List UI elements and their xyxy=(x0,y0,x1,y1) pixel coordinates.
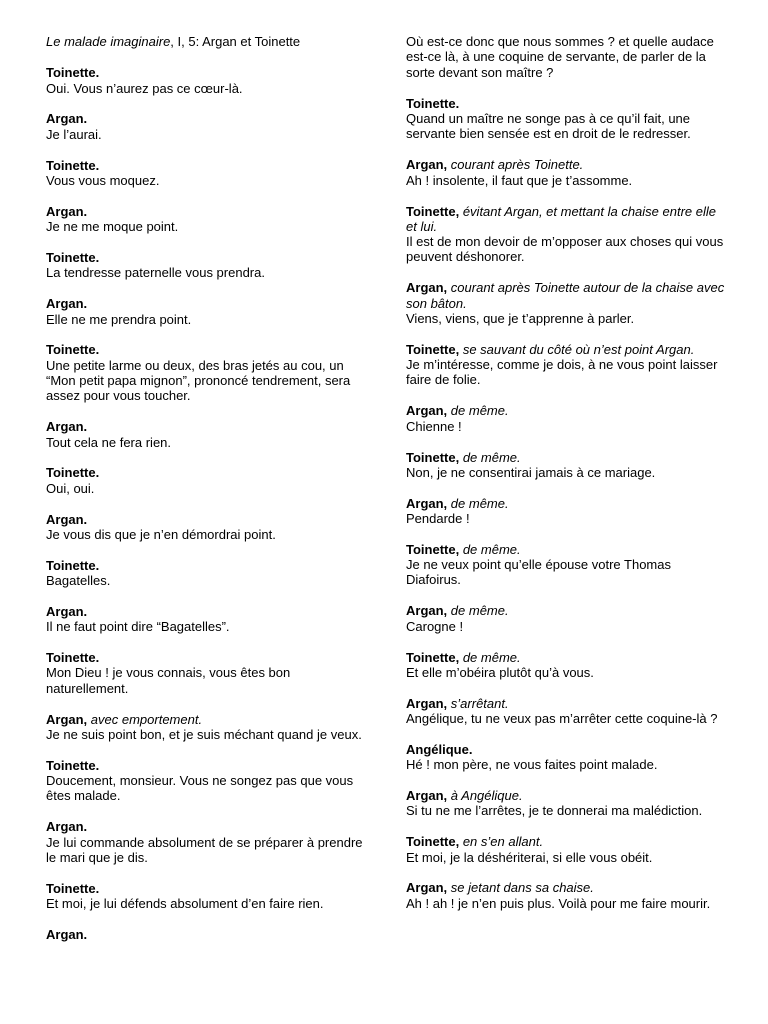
speaker-name: Toinette, xyxy=(406,203,460,219)
speech-text: Hé ! mon père, ne vous faites point malade. xyxy=(406,757,658,773)
speech-text: Je lui commande absolument de se préparer à prendre le mari que je dis. xyxy=(46,834,363,865)
speaker-line xyxy=(406,742,728,757)
speaker-line xyxy=(406,157,728,172)
speaker-name: Argan. xyxy=(46,511,88,527)
speech-text: Carogne ! xyxy=(406,618,464,634)
speaker-line xyxy=(406,650,728,665)
speaker-line xyxy=(406,603,728,618)
dialogue-block xyxy=(406,204,728,265)
speaker-name: Argan. xyxy=(46,419,88,435)
dialogue-block xyxy=(406,342,728,388)
speaker-name: Toinette, xyxy=(406,341,460,357)
dialogue-block xyxy=(406,450,728,481)
stage-direction: courant après Toinette autour de la chaise avec son bâton. xyxy=(406,280,725,311)
stage-direction: se sauvant du côté où n’est point Argan. xyxy=(462,341,695,357)
dialogue-block xyxy=(46,650,368,696)
stage-direction: à Angélique. xyxy=(450,788,523,804)
dialogue-block xyxy=(46,465,368,496)
stage-direction: évitant Argan, et mettant la chaise entre elle et lui. xyxy=(406,203,716,234)
speech-text: Il ne faut point dire “Bagatelles”. xyxy=(46,619,230,635)
left-column xyxy=(46,34,368,958)
speaker-name: Argan, xyxy=(406,788,448,804)
speaker-line xyxy=(46,512,368,527)
dialogue-block xyxy=(46,712,368,743)
dialogue-block xyxy=(406,603,728,634)
speaker-line xyxy=(46,558,368,573)
right-column xyxy=(406,34,728,927)
speaker-line xyxy=(46,204,368,219)
speaker-line xyxy=(46,419,368,434)
speaker-line xyxy=(46,111,368,126)
speaker-line xyxy=(406,342,728,357)
dialogue-block xyxy=(46,296,368,327)
speech-text: Ah ! insolente, il faut que je t’assomme. xyxy=(406,172,633,188)
speech-text: Non, je ne consentirai jamais à ce mariage. xyxy=(406,464,656,480)
speaker-line xyxy=(406,204,728,235)
speaker-line xyxy=(406,496,728,511)
speaker-line xyxy=(46,465,368,480)
dialogue-block xyxy=(46,158,368,189)
speaker-line xyxy=(406,96,728,111)
speaker-name: Toinette. xyxy=(46,342,100,358)
speech-text: Je vous dis que je n’en démordrai point. xyxy=(46,526,276,542)
speaker-name: Argan, xyxy=(406,880,448,896)
speech-text: Elle ne me prendra point. xyxy=(46,311,192,327)
speaker-name: Toinette. xyxy=(46,250,100,266)
speaker-line xyxy=(46,158,368,173)
title-scene: , I, 5: Argan et Toinette xyxy=(170,34,301,49)
dialogue-block xyxy=(406,650,728,681)
speaker-name: Toinette. xyxy=(46,65,100,81)
speaker-name: Toinette. xyxy=(46,465,100,481)
document-title xyxy=(46,34,368,49)
dialogue-block xyxy=(46,111,368,142)
speech-text: Angélique, tu ne veux pas m’arrêter cette coquine-là ? xyxy=(406,711,718,727)
speech-text: Oui, oui. xyxy=(46,480,95,496)
dialogue-block xyxy=(46,204,368,235)
speaker-name: Argan, xyxy=(406,695,448,711)
dialogue-block xyxy=(46,881,368,912)
speaker-line xyxy=(406,834,728,849)
speaker-name: Toinette. xyxy=(46,757,100,773)
speaker-name: Argan. xyxy=(46,603,88,619)
stage-direction: de même. xyxy=(450,495,509,511)
speaker-name: Toinette, xyxy=(406,449,460,465)
dialogue-block xyxy=(46,250,368,281)
stage-direction: courant après Toinette. xyxy=(450,157,584,173)
dialogue-block xyxy=(406,696,728,727)
speaker-name: Argan. xyxy=(46,296,88,312)
speech-text: Il est de mon devoir de m’opposer aux choses qui vous peuvent déshonorer. xyxy=(406,234,724,265)
speaker-name: Argan, xyxy=(46,711,88,727)
speech-text: Mon Dieu ! je vous connais, vous êtes bon naturellement. xyxy=(46,665,291,696)
speech-text: Tout cela ne fera rien. xyxy=(46,434,172,450)
speech-text: Je m’intéresse, comme je dois, à ne vous point laisser faire de folie. xyxy=(406,357,718,388)
speech-text: Bagatelles. xyxy=(46,573,111,589)
speech-text: Je l’aurai. xyxy=(46,126,102,142)
dialogue-block xyxy=(406,880,728,911)
stage-direction: de même. xyxy=(450,603,509,619)
dialogue-block xyxy=(406,742,728,773)
speech-text: Je ne suis point bon, et je suis méchant quand je veux. xyxy=(46,726,362,742)
speech-text: Pendarde ! xyxy=(406,510,470,526)
speaker-name: Toinette, xyxy=(406,649,460,665)
speech-text: Et elle m’obéira plutôt qu’à vous. xyxy=(406,664,594,680)
speaker-name: Toinette. xyxy=(406,95,460,111)
dialogue-block xyxy=(406,788,728,819)
right-dialogue xyxy=(406,96,728,911)
speaker-line xyxy=(46,819,368,834)
speaker-name: Toinette, xyxy=(406,541,460,557)
speech-text: Je ne veux point qu’elle épouse votre Thomas Diafoirus. xyxy=(406,557,671,588)
dialogue-block xyxy=(406,403,728,434)
speech-text: Une petite larme ou deux, des bras jetés au cou, un “Mon petit papa mignon”, prononcé tendrement, sera assez pour vous toucher. xyxy=(46,357,351,404)
stage-direction: se jetant dans sa chaise. xyxy=(450,880,594,896)
stage-direction: avec emportement. xyxy=(90,711,203,727)
speech-text: Viens, viens, que je t’apprenne à parler. xyxy=(406,310,635,326)
dialogue-block xyxy=(46,558,368,589)
dialogue-block xyxy=(46,512,368,543)
speaker-line xyxy=(406,542,728,557)
dialogue-block xyxy=(406,496,728,527)
speaker-line xyxy=(46,881,368,896)
speaker-line xyxy=(406,788,728,803)
speaker-line xyxy=(46,758,368,773)
speech-text: Et moi, je lui défends absolument d’en faire rien. xyxy=(46,896,324,912)
speaker-line xyxy=(46,712,368,727)
speaker-name: Toinette, xyxy=(406,834,460,850)
speaker-name: Toinette. xyxy=(46,157,100,173)
speaker-line xyxy=(406,450,728,465)
speaker-name: Argan. xyxy=(46,111,88,127)
left-dialogue xyxy=(46,65,368,942)
speaker-line xyxy=(46,250,368,265)
speech-text: La tendresse paternelle vous prendra. xyxy=(46,265,265,281)
speech-text: Je ne me moque point. xyxy=(46,219,179,235)
speaker-line xyxy=(406,696,728,711)
speaker-line xyxy=(406,403,728,418)
speaker-line xyxy=(46,650,368,665)
speaker-line xyxy=(406,880,728,895)
stage-direction: de même. xyxy=(450,403,509,419)
speaker-name: Argan, xyxy=(406,280,448,296)
dialogue-block xyxy=(406,542,728,588)
stage-direction: de même. xyxy=(462,649,521,665)
speech-text: Ah ! ah ! je n’en puis plus. Voilà pour me faire mourir. xyxy=(406,895,711,911)
speech-text: Quand un maître ne songe pas à ce qu’il fait, une servante bien sensée est en droit de le redresser. xyxy=(406,111,691,142)
speaker-name: Argan, xyxy=(406,495,448,511)
speaker-name: Argan, xyxy=(406,603,448,619)
speaker-name: Angélique. xyxy=(406,741,473,757)
dialogue-block xyxy=(46,819,368,865)
speaker-name: Toinette. xyxy=(46,650,100,666)
speaker-name: Argan. xyxy=(46,819,88,835)
speaker-name: Argan, xyxy=(406,157,448,173)
dialogue-block xyxy=(46,604,368,635)
speaker-line xyxy=(46,296,368,311)
work-title: Le malade imaginaire xyxy=(46,34,171,49)
speech-text: Et moi, je la déshériterai, si elle vous obéit. xyxy=(406,849,653,865)
continued-speech: Où est-ce donc que nous sommes ? et quelle audace est-ce là, à une coquine de servante, de parler de la sorte devant son maître ? xyxy=(406,34,714,80)
stage-direction: en s’en allant. xyxy=(462,834,544,850)
speech-text: Oui. Vous n’aurez pas ce cœur-là. xyxy=(46,80,243,96)
dialogue-block xyxy=(406,834,728,865)
speaker-name: Argan. xyxy=(46,203,88,219)
dialogue-block xyxy=(406,96,728,142)
stage-direction: de même. xyxy=(462,449,521,465)
dialogue-block xyxy=(46,758,368,804)
stage-direction: s’arrêtant. xyxy=(450,695,509,711)
speaker-line xyxy=(46,604,368,619)
speaker-name: Toinette. xyxy=(46,880,100,896)
speech-text: Si tu ne me l’arrêtes, je te donnerai ma malédiction. xyxy=(406,803,703,819)
speaker-name: Argan. xyxy=(46,926,88,942)
speech-text: Doucement, monsieur. Vous ne songez pas que vous êtes malade. xyxy=(46,773,354,804)
speech-text: Vous vous moquez. xyxy=(46,172,160,188)
dialogue-block xyxy=(46,342,368,403)
speaker-line xyxy=(46,65,368,80)
speaker-name: Toinette. xyxy=(46,557,100,573)
speaker-line xyxy=(406,280,728,311)
dialogue-block xyxy=(406,157,728,188)
dialogue-block xyxy=(46,65,368,96)
stage-direction: de même. xyxy=(462,541,521,557)
speaker-name: Argan, xyxy=(406,403,448,419)
dialogue-block xyxy=(46,927,368,942)
speech-text: Chienne ! xyxy=(406,418,462,434)
dialogue-block xyxy=(406,280,728,326)
speaker-line xyxy=(46,342,368,357)
speaker-line xyxy=(46,927,368,942)
dialogue-block xyxy=(46,419,368,450)
